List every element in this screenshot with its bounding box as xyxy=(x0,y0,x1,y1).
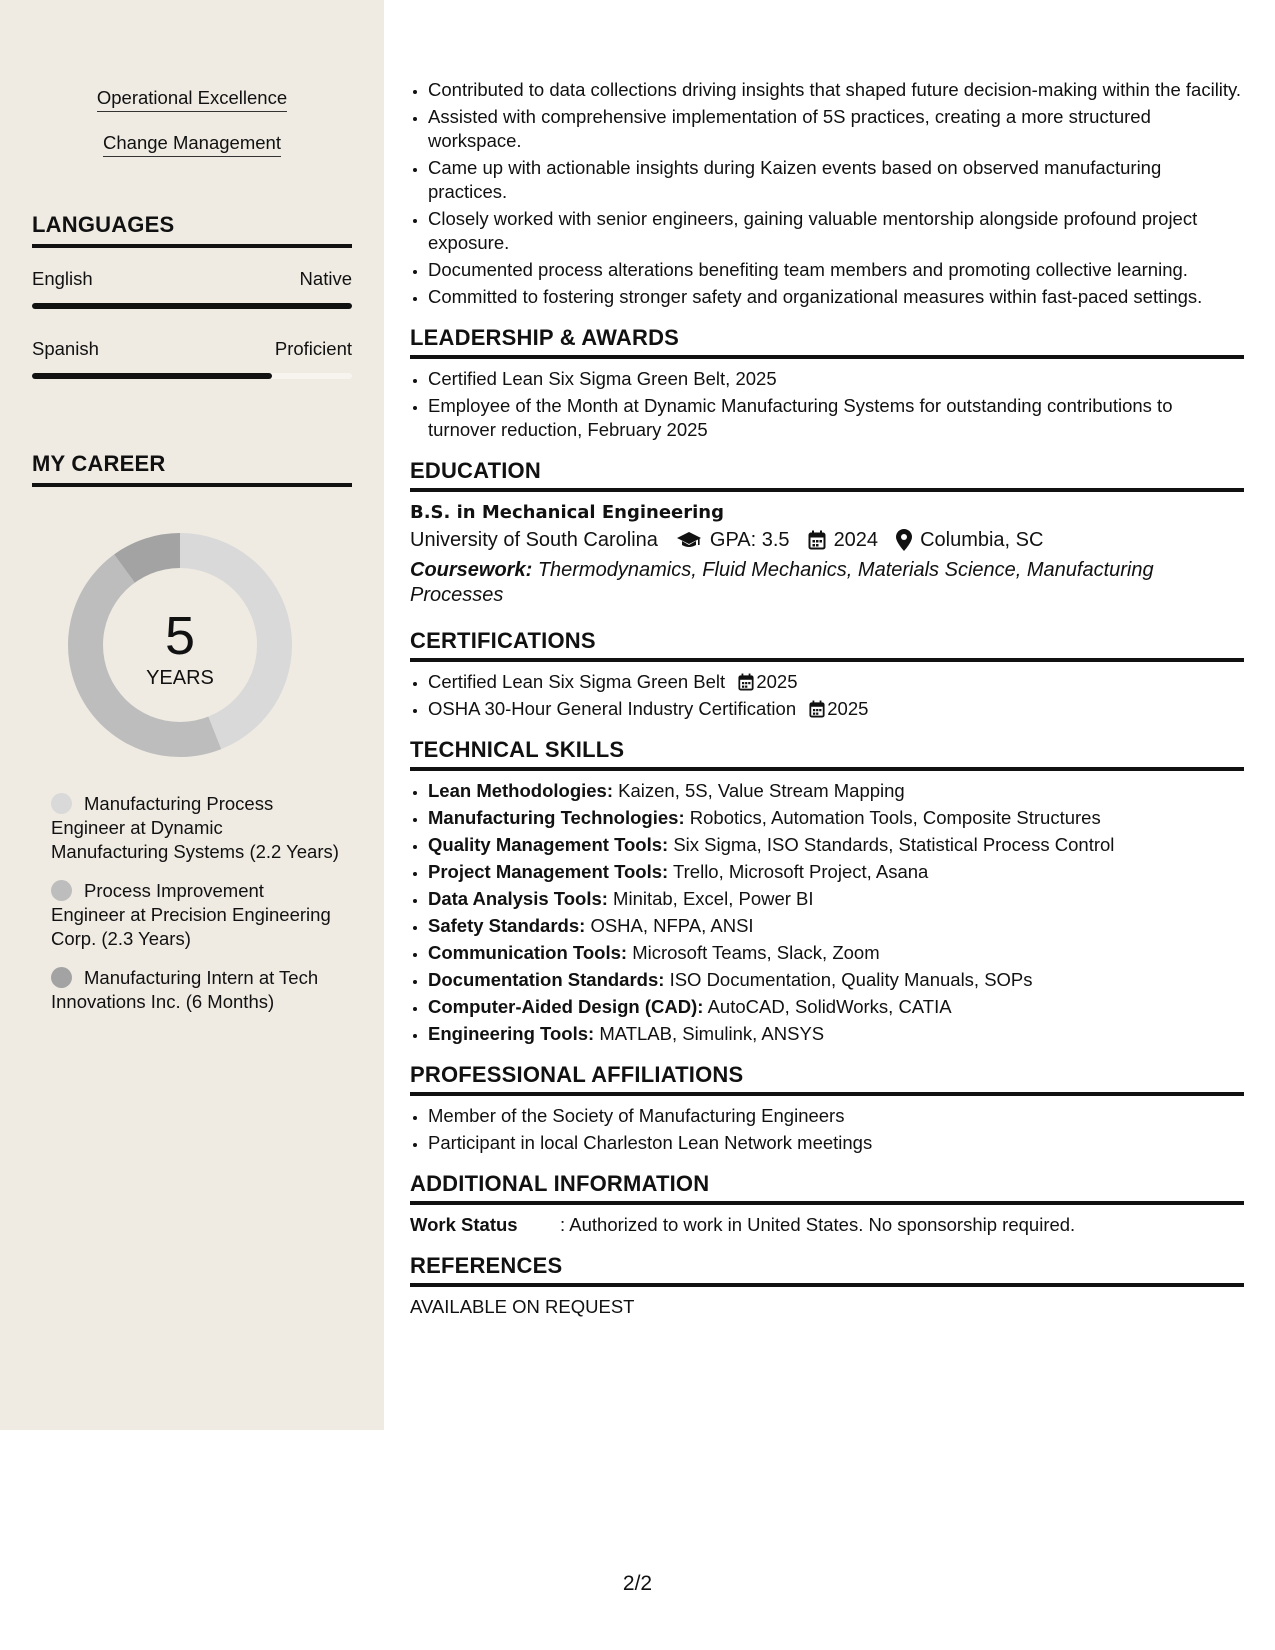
section-heading: CERTIFICATIONS xyxy=(410,628,1244,662)
school-location: Columbia, SC xyxy=(920,529,1044,551)
technical-skills-section xyxy=(410,737,1244,1046)
language-name: English xyxy=(32,268,93,289)
skill-item xyxy=(428,995,1244,1019)
skill-tag-wrap xyxy=(32,131,352,157)
work-status-value: : Authorized to work in United States. No sponsorship required. xyxy=(560,1214,1076,1235)
experience-bullets xyxy=(410,78,1244,309)
coursework xyxy=(410,558,1244,608)
degree-title: B.S. in Mechanical Engineering xyxy=(410,502,725,523)
legend-dot xyxy=(51,793,72,814)
skill-value: ISO Documentation, Quality Manuals, SOPs xyxy=(669,969,1033,990)
skill-value: Kaizen, 5S, Value Stream Mapping xyxy=(618,780,905,801)
award-item: • Certified Lean Six Sigma Green Belt, 2025 xyxy=(428,367,1244,391)
career-total-value: 5 xyxy=(164,606,196,666)
education-section xyxy=(410,458,1244,608)
language-name: Spanish xyxy=(32,338,99,359)
skill-value: Microsoft Teams, Slack, Zoom xyxy=(632,942,880,963)
certification-item xyxy=(428,670,1244,694)
skill-item xyxy=(428,887,1244,911)
language-bar-fill xyxy=(32,373,272,379)
skill-item xyxy=(428,941,1244,965)
references-text: AVAILABLE ON REQUEST xyxy=(410,1296,635,1317)
experience-bullet: • Came up with actionable insights during Kaizen events based on observed manufacturing practices. xyxy=(428,156,1244,204)
affiliation-item: • Member of the Society of Manufacturing Engineers xyxy=(428,1104,1244,1128)
skill-label: Engineering Tools: xyxy=(428,1023,595,1044)
skill-label: Communication Tools: xyxy=(428,942,628,963)
experience-bullet: • Documented process alterations benefiting team members and promoting collective learning. xyxy=(428,258,1244,282)
skill-value: Trello, Microsoft Project, Asana xyxy=(673,861,929,882)
section-heading: REFERENCES xyxy=(410,1253,1244,1287)
skill-item xyxy=(428,806,1244,830)
languages-heading: LANGUAGES xyxy=(32,212,352,248)
skill-value: MATLAB, Simulink, ANSYS xyxy=(599,1023,825,1044)
skill-item xyxy=(428,1022,1244,1046)
calendar-icon xyxy=(738,673,754,691)
experience-bullet: • Contributed to data collections driving insights that shaped future decision-making within the facility. xyxy=(428,78,1244,102)
sidebar xyxy=(0,0,384,1430)
affiliation-item: • Participant in local Charleston Lean Network meetings xyxy=(428,1131,1244,1155)
certification-year: 2025 xyxy=(756,671,798,692)
skill-label: Safety Standards: xyxy=(428,915,586,936)
experience-bullet: • Closely worked with senior engineers, gaining valuable mentorship alongside profound project exposure. xyxy=(428,207,1244,255)
language-bar xyxy=(32,303,352,309)
calendar-icon xyxy=(809,700,825,718)
skill-item xyxy=(428,779,1244,803)
skill-label: Computer-Aided Design (CAD): xyxy=(428,996,704,1017)
skill-label: Documentation Standards: xyxy=(428,969,665,990)
gpa: GPA: 3.5 xyxy=(709,529,790,551)
graduation-year: 2024 xyxy=(833,529,879,551)
skill-label: Project Management Tools: xyxy=(428,861,669,882)
main-content xyxy=(410,78,1244,1319)
career-role-label: Process Improvement Engineer at Precision Engineering Corp. (2.3 Years) xyxy=(51,880,331,949)
language-level: Proficient xyxy=(274,338,352,359)
section-heading: PROFESSIONAL AFFILIATIONS xyxy=(410,1062,1244,1096)
legend-dot xyxy=(51,880,72,901)
language-bar xyxy=(32,373,352,379)
certification-name: OSHA 30-Hour General Industry Certification xyxy=(428,698,797,719)
career-role-label: Manufacturing Intern at Tech Innovations Inc. (6 Months) xyxy=(51,967,319,1012)
career-legend xyxy=(51,792,341,1029)
skill-item xyxy=(428,860,1244,884)
section-heading: EDUCATION xyxy=(410,458,1244,492)
skill-label: Data Analysis Tools: xyxy=(428,888,608,909)
certification-item xyxy=(428,697,1244,721)
skill-label: Lean Methodologies: xyxy=(428,780,613,801)
career-donut-chart xyxy=(60,525,300,765)
skill-item xyxy=(428,833,1244,857)
skill-value: OSHA, NFPA, ANSI xyxy=(590,915,754,936)
career-role-label: Manufacturing Process Engineer at Dynamic Manufacturing Systems (2.2 Years) xyxy=(51,793,339,862)
skill-label: Quality Management Tools: xyxy=(428,834,669,855)
career-legend-item xyxy=(51,792,341,864)
language-spanish xyxy=(32,337,352,379)
coursework-label: Coursework: xyxy=(410,559,533,581)
graduation-cap-icon xyxy=(676,530,702,550)
additional-info-section xyxy=(410,1171,1244,1237)
skill-tag: Change Management xyxy=(103,131,281,157)
skill-tag-wrap xyxy=(32,86,352,112)
location-pin-icon xyxy=(896,529,912,551)
calendar-icon xyxy=(808,530,826,550)
skill-tag: Operational Excellence xyxy=(97,86,287,112)
career-legend-item xyxy=(51,879,341,951)
affiliations-section xyxy=(410,1062,1244,1155)
section-heading: ADDITIONAL INFORMATION xyxy=(410,1171,1244,1205)
skill-value: Robotics, Automation Tools, Composite Structures xyxy=(689,807,1101,828)
leadership-section xyxy=(410,325,1244,442)
page-number: 2/2 xyxy=(622,1572,653,1595)
section-heading: TECHNICAL SKILLS xyxy=(410,737,1244,771)
coursework-list: Thermodynamics, Fluid Mechanics, Materials Science, Manufacturing Processes xyxy=(410,559,1154,606)
language-english xyxy=(32,267,352,309)
certification-name: Certified Lean Six Sigma Green Belt xyxy=(428,671,726,692)
experience-bullet: • Assisted with comprehensive implementation of 5S practices, creating a more structured workspace. xyxy=(428,105,1244,153)
experience-bullet: • Committed to fostering stronger safety and organizational measures within fast-paced settings. xyxy=(428,285,1244,309)
school-name: University of South Carolina xyxy=(410,529,658,551)
career-legend-item xyxy=(51,966,341,1014)
section-heading: LEADERSHIP & AWARDS xyxy=(410,325,1244,359)
award-item: • Employee of the Month at Dynamic Manufacturing Systems for outstanding contributions to turnover reduction, February 2025 xyxy=(428,394,1244,442)
certifications-section xyxy=(410,628,1244,721)
career-heading: MY CAREER xyxy=(32,451,352,487)
references-section xyxy=(410,1253,1244,1319)
skill-value: Minitab, Excel, Power BI xyxy=(613,888,814,909)
work-status-row xyxy=(410,1213,1244,1237)
education-details xyxy=(410,526,1244,554)
legend-dot xyxy=(51,967,72,988)
skill-item xyxy=(428,914,1244,938)
career-total-unit: YEARS xyxy=(146,667,214,689)
language-bar-fill xyxy=(32,303,352,309)
certification-year: 2025 xyxy=(827,698,869,719)
skill-value: AutoCAD, SolidWorks, CATIA xyxy=(707,996,952,1017)
language-level: Native xyxy=(299,268,352,289)
skill-item xyxy=(428,968,1244,992)
skill-value: Six Sigma, ISO Standards, Statistical Process Control xyxy=(673,834,1115,855)
skill-label: Manufacturing Technologies: xyxy=(428,807,685,828)
work-status-label: Work Status xyxy=(410,1214,518,1235)
